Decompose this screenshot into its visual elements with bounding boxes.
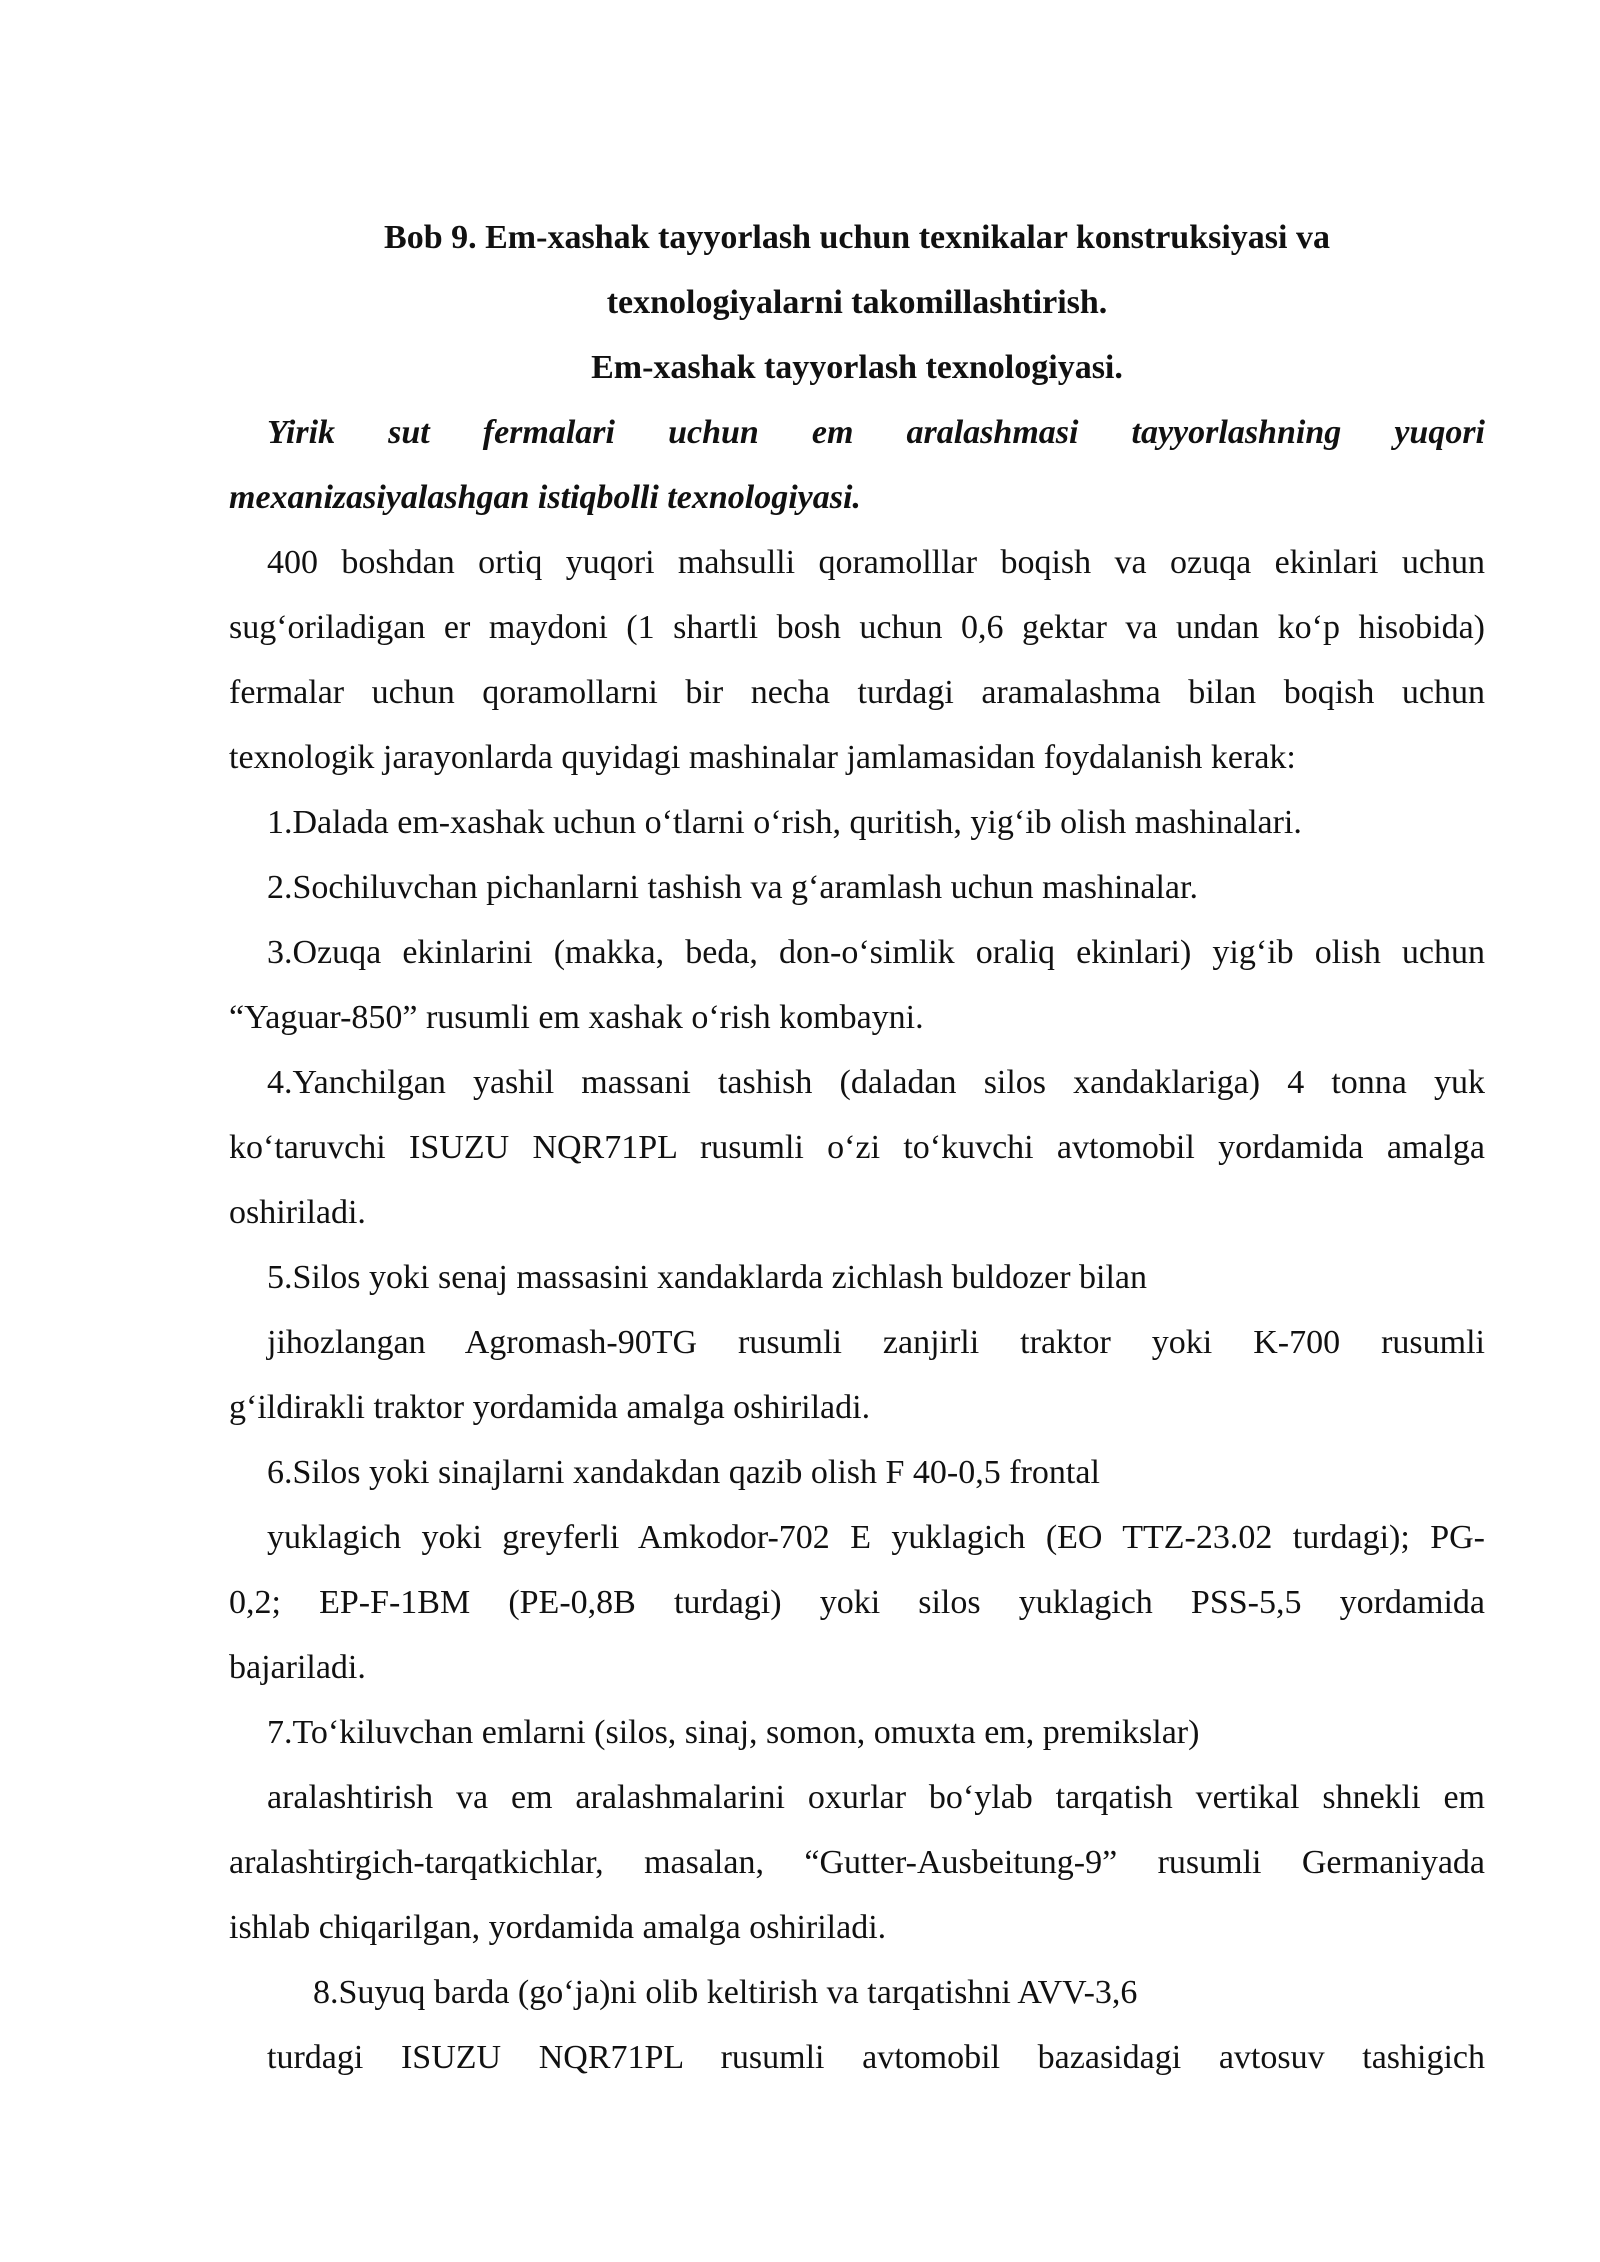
item-6-line-1: 6.Silos yoki sinajlarni xandakdan qazib olish F 40-0,5 frontal [267, 1454, 1100, 1491]
item-8-line-2: turdagi ISUZU NQR71PL rusumli avtomobil bazasidagi avtosuv tashigich [267, 2039, 1485, 2076]
subtitle-line-1: Yirik sut fermalari uchun em aralashmasi tayyorlashning yuqori [267, 414, 1485, 451]
intro-line-2: sug‘oriladigan er maydoni (1 shartli bosh uchun 0,6 gektar va undan ko‘p hisobida) [229, 609, 1485, 646]
intro-line-1: 400 boshdan ortiq yuqori mahsulli qoramolllar boqish va ozuqa ekinlari uchun [267, 544, 1485, 581]
intro-line-4: texnologik jarayonlarda quyidagi mashinalar jamlamasidan foydalanish kerak: [229, 739, 1296, 776]
item-4-line-3: oshiriladi. [229, 1194, 366, 1231]
item-4-line-1: 4.Yanchilgan yashil massani tashish (daladan silos xandaklariga) 4 tonna yuk [267, 1064, 1485, 1101]
item-4-line-2: ko‘taruvchi ISUZU NQR71PL rusumli o‘zi to‘kuvchi avtomobil yordamida amalga [229, 1129, 1485, 1166]
item-1-line-1: 1.Dalada em-xashak uchun o‘tlarni o‘rish, quritish, yig‘ib olish mashinalari. [267, 804, 1302, 841]
item-5-line-2: jihozlangan Agromash-90TG rusumli zanjirli traktor yoki K-700 rusumli [267, 1324, 1485, 1361]
chapter-heading-line-2: texnologiyalarni takomillashtirish. [606, 284, 1108, 321]
item-7-line-1: 7.To‘kiluvchan emlarni (silos, sinaj, somon, omuxta em, premikslar) [267, 1714, 1200, 1751]
item-3-line-2: “Yaguar-850” rusumli em xashak o‘rish kombayni. [229, 999, 924, 1036]
item-3-line-1: 3.Ozuqa ekinlarini (makka, beda, don-o‘simlik oraliq ekinlari) yig‘ib olish uchun [267, 934, 1485, 971]
item-7-line-3: aralashtirgich-tarqatkichlar, masalan, “Gutter-Ausbeitung-9” rusumli Germaniyada [229, 1844, 1485, 1881]
item-7-line-4: ishlab chiqarilgan, yordamida amalga oshiriladi. [229, 1909, 887, 1946]
item-6-line-2: yuklagich yoki greyferli Amkodor-702 E yuklagich (EO TTZ-23.02 turdagi); PG- [267, 1519, 1485, 1556]
intro-line-3: fermalar uchun qoramollarni bir necha turdagi aramalashma bilan boqish uchun [229, 674, 1485, 711]
chapter-heading-line-1: Bob 9. Em-xashak tayyorlash uchun texnikalar konstruksiyasi va [384, 219, 1330, 256]
item-6-line-4: bajariladi. [229, 1649, 366, 1686]
item-2-line-1: 2.Sochiluvchan pichanlarni tashish va g‘aramlash uchun mashinalar. [267, 869, 1198, 906]
subtitle-line-2: mexanizasiyalashgan istiqbolli texnologiyasi. [229, 479, 861, 516]
item-7-line-2: aralashtirish va em aralashmalarini oxurlar bo‘ylab tarqatish vertikal shnekli em [267, 1779, 1485, 1816]
section-heading: Em-xashak tayyorlash texnologiyasi. [591, 349, 1123, 386]
item-5-line-1: 5.Silos yoki senaj massasini xandaklarda zichlash buldozer bilan [267, 1259, 1148, 1296]
item-8-line-1: 8.Suyuq barda (go‘ja)ni olib keltirish va tarqatishni AVV-3,6 [313, 1974, 1138, 2011]
item-6-line-3: 0,2; EP-F-1BM (PE-0,8B turdagi) yoki silos yuklagich PSS-5,5 yordamida [229, 1584, 1485, 1621]
item-5-line-3: g‘ildirakli traktor yordamida amalga oshiriladi. [229, 1389, 871, 1426]
